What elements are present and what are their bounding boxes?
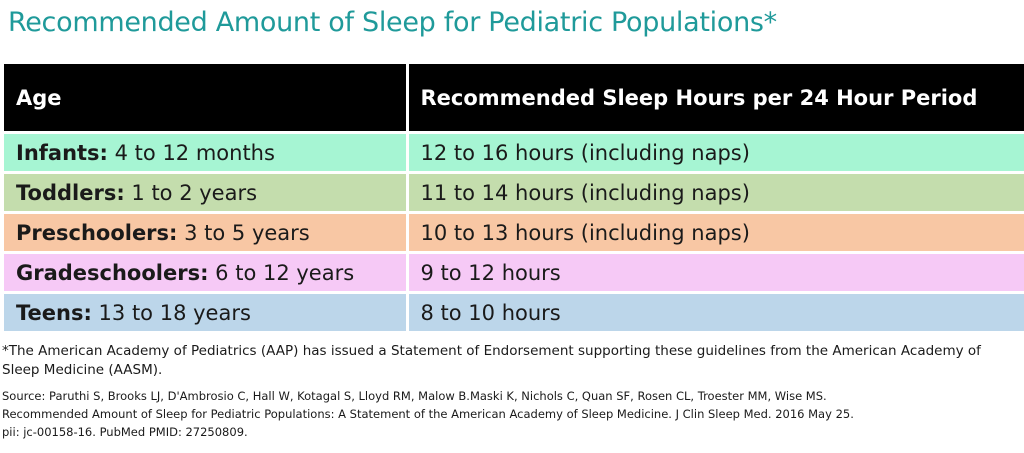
table-header-row [4,64,1024,133]
source-line: pii: jc-00158-16. PubMed PMID: 27250809. [2,425,248,439]
table-row [4,213,1024,253]
sleep-hours-cell: 8 to 10 hours [407,293,1024,332]
age-range: 3 to 5 years [177,220,310,245]
column-header-sleep-hours: Recommended Sleep Hours per 24 Hour Period [407,64,1024,133]
age-cell [4,133,407,173]
sleep-hours-cell: 9 to 12 hours [407,253,1024,293]
age-group-label: Preschoolers: [16,220,178,245]
age-cell [4,253,407,293]
page-title: Recommended Amount of Sleep for Pediatric Populations* [8,7,777,38]
age-group-label: Toddlers: [16,180,125,205]
age-group-label: Teens: [16,300,92,325]
sleep-hours-cell: 10 to 13 hours (including naps) [407,213,1024,253]
table-row [4,253,1024,293]
age-group-label: Gradeschoolers: [16,260,209,285]
aap-footnote: *The American Academy of Pediatrics (AAP) has issued a Statement of Endorsement supporting these guidelines from the American Academy of Sleep Medicine (AASM). [2,343,981,378]
sleep-hours-cell: 12 to 16 hours (including naps) [407,133,1024,173]
age-range: 1 to 2 years [124,180,258,205]
sleep-recommendation-table [4,64,1024,331]
age-group-label: Infants: [16,140,108,165]
table-row [4,133,1024,173]
age-cell [4,173,407,213]
table-row [4,293,1024,332]
table-row [4,173,1024,213]
column-header-age: Age [4,64,407,133]
age-range: 4 to 12 months [107,140,275,165]
source-line: Source: Paruthi S, Brooks LJ, D'Ambrosio C, Hall W, Kotagal S, Lloyd RM, Malow B.Maski K, Nichols C, Quan SF, Rosen CL, Troester MM, Wise MS. [2,389,827,403]
sleep-hours-cell: 11 to 14 hours (including naps) [407,173,1024,213]
age-range: 6 to 12 years [208,260,355,285]
age-range: 13 to 18 years [91,300,251,325]
source-citation [2,387,1017,441]
source-line: Recommended Amount of Sleep for Pediatric Populations: A Statement of the American Academy of Sleep Medicine. J Clin Sleep Med. 2016 May 25. [2,407,854,421]
age-cell [4,213,407,253]
age-cell [4,293,407,332]
